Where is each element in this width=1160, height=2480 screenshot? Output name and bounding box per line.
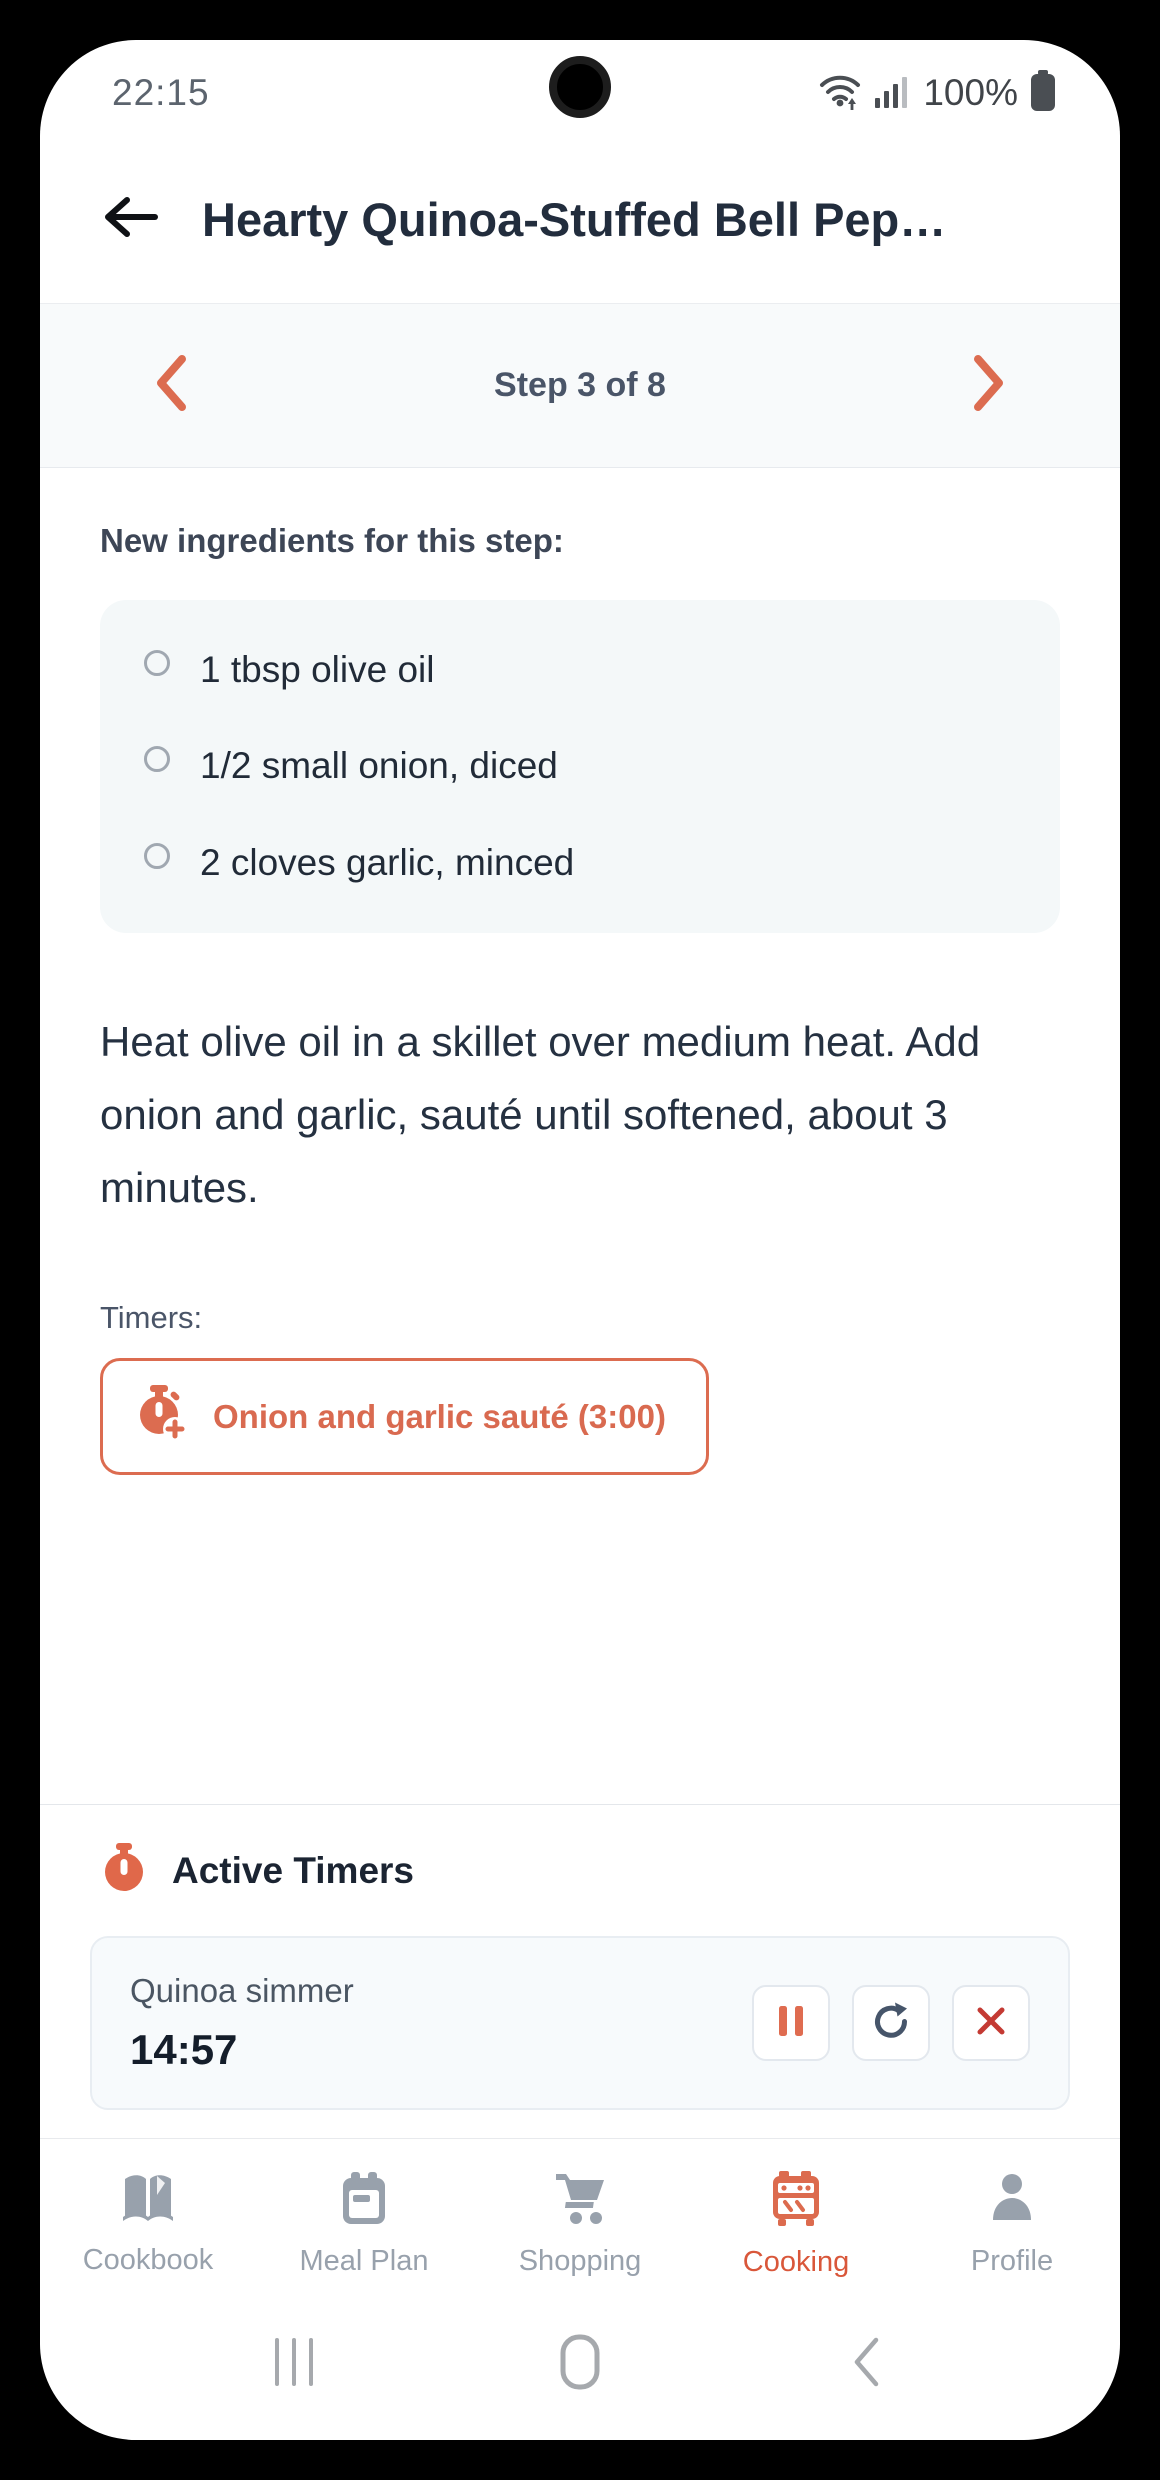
active-timers-title: Active Timers [172, 1849, 414, 1891]
restart-timer-button[interactable] [852, 1985, 930, 2061]
ingredient-label: 2 cloves garlic, minced [200, 841, 575, 883]
ingredient-checkbox[interactable] [144, 746, 170, 772]
content-spacer [100, 1475, 1060, 1804]
oven-icon [770, 2171, 822, 2232]
active-timer-info [130, 1972, 354, 2074]
add-timer-label: Onion and garlic sauté (3:00) [213, 1397, 666, 1435]
wifi-icon [817, 70, 863, 117]
signal-icon [875, 72, 911, 115]
status-bar [40, 40, 1120, 136]
pause-icon [776, 2004, 806, 2043]
home-icon [560, 2334, 600, 2395]
ingredient-row[interactable] [144, 744, 1016, 788]
nav-item-profile[interactable] [904, 2139, 1120, 2310]
arrow-left-icon [101, 195, 159, 244]
back-button[interactable] [98, 188, 162, 252]
nav-item-meal-plan[interactable] [256, 2139, 472, 2310]
ingredients-card [100, 600, 1060, 933]
home-button[interactable] [544, 2328, 616, 2400]
header [40, 136, 1120, 304]
nav-item-shopping[interactable] [472, 2139, 688, 2310]
active-timers-panel [40, 1804, 1120, 2138]
cancel-timer-button[interactable] [952, 1985, 1030, 2061]
book-icon [119, 2173, 177, 2230]
close-icon [974, 2004, 1008, 2043]
timer-add-icon [137, 1385, 189, 1448]
nav-label: Cookbook [82, 2243, 214, 2276]
calendar-icon [339, 2172, 389, 2231]
prev-step-button[interactable] [136, 346, 206, 426]
status-icons [817, 70, 1056, 117]
bottom-navigation [40, 2138, 1120, 2310]
nav-item-cooking[interactable] [688, 2139, 904, 2310]
nav-item-cookbook[interactable] [40, 2139, 256, 2310]
ingredient-row[interactable] [144, 841, 1016, 885]
nav-label: Shopping [518, 2244, 642, 2277]
add-timer-button[interactable] [100, 1358, 709, 1475]
pause-timer-button[interactable] [752, 1985, 830, 2061]
active-timers-header [90, 1843, 1070, 1898]
ingredient-checkbox[interactable] [144, 843, 170, 869]
active-timer-actions [752, 1985, 1030, 2061]
active-timer-name: Quinoa simmer [130, 1972, 354, 2009]
status-time: 22:15 [112, 72, 210, 113]
back-icon [849, 2333, 883, 2396]
system-navigation-bar [40, 2310, 1120, 2440]
battery-percent: 100% [923, 72, 1018, 113]
step-navigation [40, 304, 1120, 468]
timers-heading: Timers: [100, 1300, 203, 1336]
ingredient-checkbox[interactable] [144, 650, 170, 676]
chevron-right-icon [971, 354, 1007, 417]
recents-button[interactable] [258, 2328, 330, 2400]
nav-label: Cooking [742, 2245, 850, 2278]
next-step-button[interactable] [954, 346, 1024, 426]
battery-icon [1030, 70, 1056, 117]
step-content [40, 468, 1120, 1804]
nav-label: Profile [970, 2244, 1054, 2277]
active-timer-card [90, 1936, 1070, 2110]
phone-screen [40, 40, 1120, 2440]
ingredients-heading: New ingredients for this step: [100, 522, 564, 559]
page-title: Hearty Quinoa-Stuffed Bell Pep… [202, 193, 947, 246]
chevron-left-icon [153, 354, 189, 417]
step-indicator: Step 3 of 8 [494, 366, 666, 404]
back-nav-button[interactable] [830, 2328, 902, 2400]
stopwatch-icon [102, 1843, 146, 1898]
recents-icon [269, 2332, 319, 2397]
nav-label: Meal Plan [299, 2244, 429, 2277]
camera-punch-hole [549, 56, 611, 118]
ingredient-label: 1 tbsp olive oil [200, 649, 435, 690]
ingredient-label: 1/2 small onion, diced [200, 745, 558, 787]
restart-icon [871, 2001, 911, 2046]
ingredient-row[interactable] [144, 648, 1016, 692]
person-icon [990, 2172, 1034, 2231]
instruction-text: Heat olive oil in a skillet over medium heat. Add onion and garlic, sauté until softened, about 3 minutes. [100, 1018, 981, 1212]
active-timer-countdown: 14:57 [130, 2026, 238, 2073]
cart-icon [552, 2172, 608, 2231]
